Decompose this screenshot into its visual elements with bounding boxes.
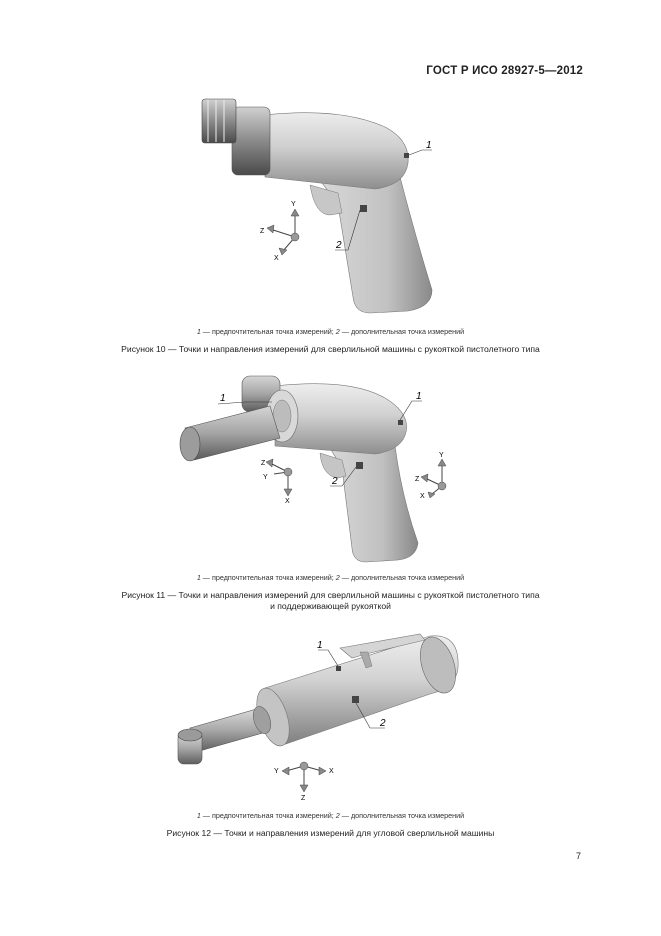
document-header: ГОСТ Р ИСО 28927-5—2012	[426, 65, 583, 77]
axes-triad-icon	[260, 201, 299, 262]
callout-1: 1	[317, 640, 323, 651]
callout-1-rear: 1	[416, 391, 422, 402]
callout-1: 1	[426, 140, 432, 151]
axis-label-y: Y	[291, 201, 296, 208]
figure-10-pistol-drill	[170, 85, 470, 325]
callout-2: 2	[332, 476, 338, 487]
axes-triad-icon	[415, 452, 446, 500]
axes-triad-icon	[274, 762, 334, 802]
axis-label-z: Z	[301, 795, 306, 802]
axis-label-z: Z	[260, 228, 265, 235]
axis-label-z: Z	[261, 460, 266, 467]
axis-label-y: Y	[274, 768, 279, 775]
figure-11-legend: 1 — предпочтительная точка измерений; 2 — дополнительная точка измерений	[196, 573, 465, 582]
callout-1-front: 1	[220, 393, 226, 404]
figure-12-caption: Рисунок 12 — Точки и направления измерений для угловой сверлильной машины	[166, 828, 495, 838]
callout-2: 2	[380, 718, 386, 729]
axis-label-x: X	[274, 255, 279, 262]
axis-label-z: Z	[415, 476, 420, 483]
figure-11-pistol-drill-support-handle	[170, 368, 470, 568]
figure-11-caption: Рисунок 11 — Точки и направления измерений для сверлильной машины с рукояткой пистолетного типа и поддерживающей рукояткой	[121, 590, 540, 611]
axis-label-y: Y	[263, 474, 268, 481]
figure-10-caption: Рисунок 10 — Точки и направления измерений для сверлильной машины с рукояткой пистолетного типа	[121, 344, 540, 354]
axis-label-x: X	[420, 493, 425, 500]
figure-12-legend: 1 — предпочтительная точка измерений; 2 — дополнительная точка измерений	[196, 811, 465, 820]
axis-label-x: X	[329, 768, 334, 775]
figure-10-legend: 1 — предпочтительная точка измерений; 2 — дополнительная точка измерений	[196, 327, 465, 336]
axes-triad-icon	[261, 459, 292, 505]
axis-label-y: Y	[439, 452, 444, 459]
axis-label-x: X	[285, 498, 290, 505]
callout-2: 2	[336, 240, 342, 251]
page-number: 7	[575, 851, 581, 861]
figure-12-angle-drill	[170, 628, 470, 803]
